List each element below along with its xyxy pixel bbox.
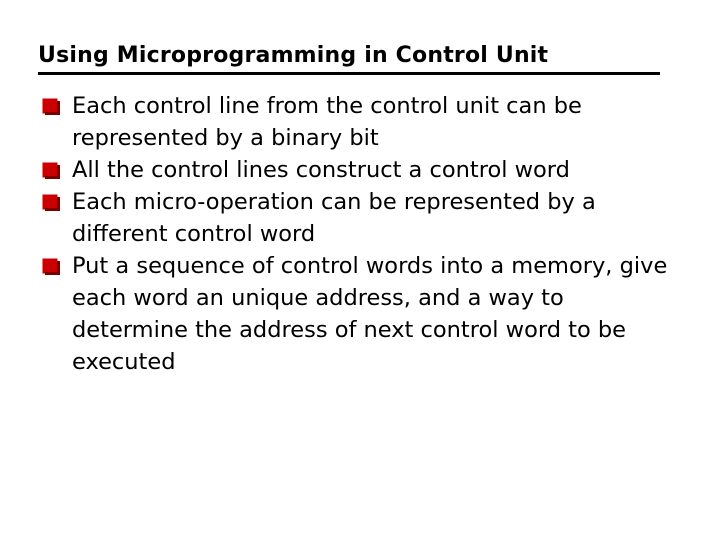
slide-title: Using Microprogramming in Control Unit (38, 43, 549, 68)
square-bullet-icon (42, 258, 61, 275)
bullet-text: All the control lines construct a control word (72, 157, 570, 183)
bullet-list (40, 90, 680, 378)
bullet-item (40, 154, 680, 186)
square-bullet-icon (42, 194, 61, 211)
square-bullet-icon (42, 98, 61, 115)
bullet-item (40, 90, 680, 154)
square-bullet-icon (42, 162, 61, 179)
bullet-item (40, 250, 680, 378)
bullet-item (40, 186, 680, 250)
bullet-text: Put a sequence of control words into a memory, give each word an unique address, and a way to determine the address of next control word to be executed (72, 253, 668, 375)
bullet-text: Each micro-operation can be represented by a different control word (72, 189, 596, 247)
title-underline (38, 72, 660, 75)
bullet-text: Each control line from the control unit can be represented by a binary bit (72, 93, 582, 151)
